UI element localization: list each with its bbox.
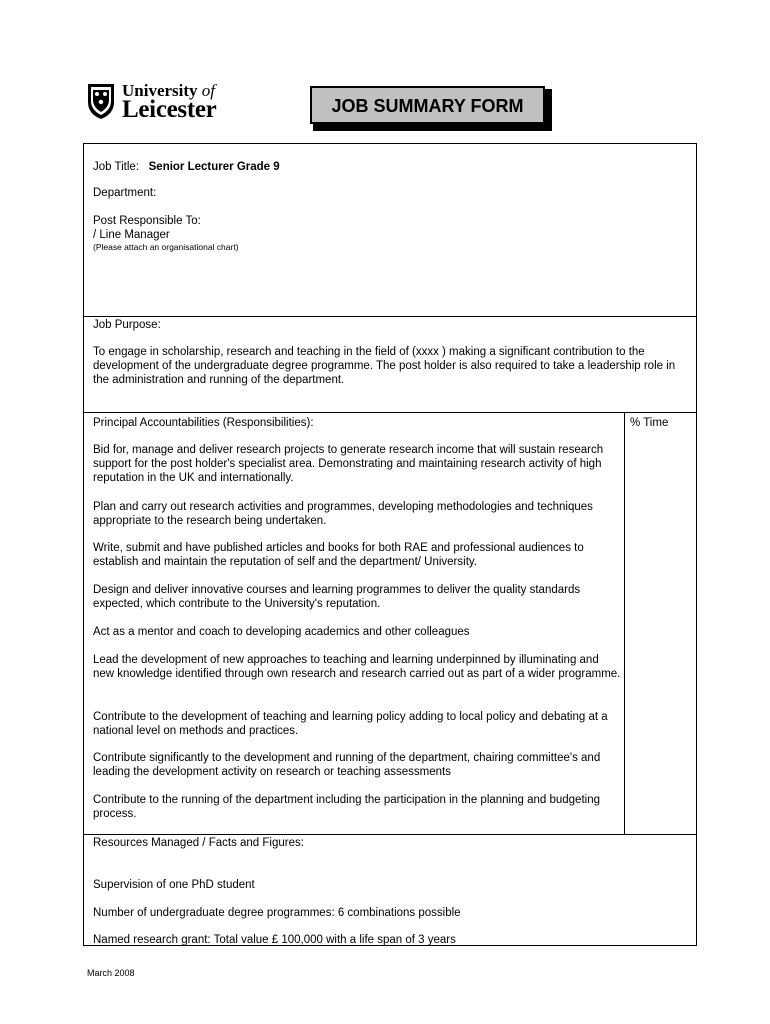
job-title-label: Job Title: xyxy=(93,161,140,173)
accountability-item: Lead the development of new approaches to teaching and learning underpinned by illuminating and new knowledge identified through own research and research carried out as part of a wider programme. xyxy=(93,654,621,680)
org-chart-note: (Please attach an organisational chart) xyxy=(93,242,239,252)
crest-icon xyxy=(86,82,116,120)
job-title-row xyxy=(93,160,280,174)
resource-item: Number of undergraduate degree programmes: 6 combinations possible xyxy=(93,907,461,919)
resource-item: Supervision of one PhD student xyxy=(93,879,255,891)
form-title: JOB SUMMARY FORM xyxy=(310,86,545,124)
logo-text-line2: Leicester xyxy=(122,96,217,123)
job-purpose-label: Job Purpose: xyxy=(93,319,161,331)
divider xyxy=(84,834,696,835)
line-manager-label: / Line Manager xyxy=(93,229,170,241)
job-summary-form xyxy=(83,143,697,946)
divider xyxy=(84,412,696,413)
job-purpose-text: To engage in scholarship, research and teaching in the field of (xxxx ) making a significant contribution to the development of the undergraduate degree programme. The post holder is also required to take a leadership role in the administration and running of the department. xyxy=(93,346,676,386)
accountability-item: Contribute significantly to the development and running of the department, chairing committee's and leading the development activity on research or teaching assessments xyxy=(93,752,601,778)
accountability-item: Contribute to the development of teaching and learning policy adding to local policy and debating at a national level on methods and practices. xyxy=(93,711,608,737)
job-title-value: Senior Lecturer Grade 9 xyxy=(148,161,280,173)
accountability-item: Contribute to the running of the department including the participation in the planning and budgeting process. xyxy=(93,794,600,820)
post-responsible-label: Post Responsible To: xyxy=(93,215,201,227)
resource-item: Named research grant: Total value £ 100,000 with a life span of 3 years xyxy=(93,934,456,946)
time-column-label: % Time xyxy=(630,417,669,429)
university-logo xyxy=(86,82,246,122)
column-divider xyxy=(624,412,625,835)
footer-date: March 2008 xyxy=(87,968,135,978)
accountabilities-label: Principal Accountabilities (Responsibilities): xyxy=(93,417,314,429)
accountability-item: Bid for, manage and deliver research projects to generate research income that will sustain research support for the post holder's specialist area. Demonstrating and maintaining research activity of high reputation in the UK and internationally. xyxy=(93,444,604,484)
department-label: Department: xyxy=(93,187,157,199)
resources-label: Resources Managed / Facts and Figures: xyxy=(93,837,304,849)
accountability-item: Design and deliver innovative courses and learning programmes to deliver the quality standards expected, which contribute to the University's reputation. xyxy=(93,584,581,610)
accountability-item: Act as a mentor and coach to developing academics and other colleagues xyxy=(93,626,470,638)
divider xyxy=(84,316,696,317)
logo-text-line1: University of xyxy=(122,81,216,100)
accountability-item: Write, submit and have published articles and books for both RAE and professional audiences to establish and maintain the reputation of self and the department/ University. xyxy=(93,542,584,568)
accountability-item: Plan and carry out research activities and programmes, developing methodologies and techniques appropriate to the research being undertaken. xyxy=(93,501,593,527)
